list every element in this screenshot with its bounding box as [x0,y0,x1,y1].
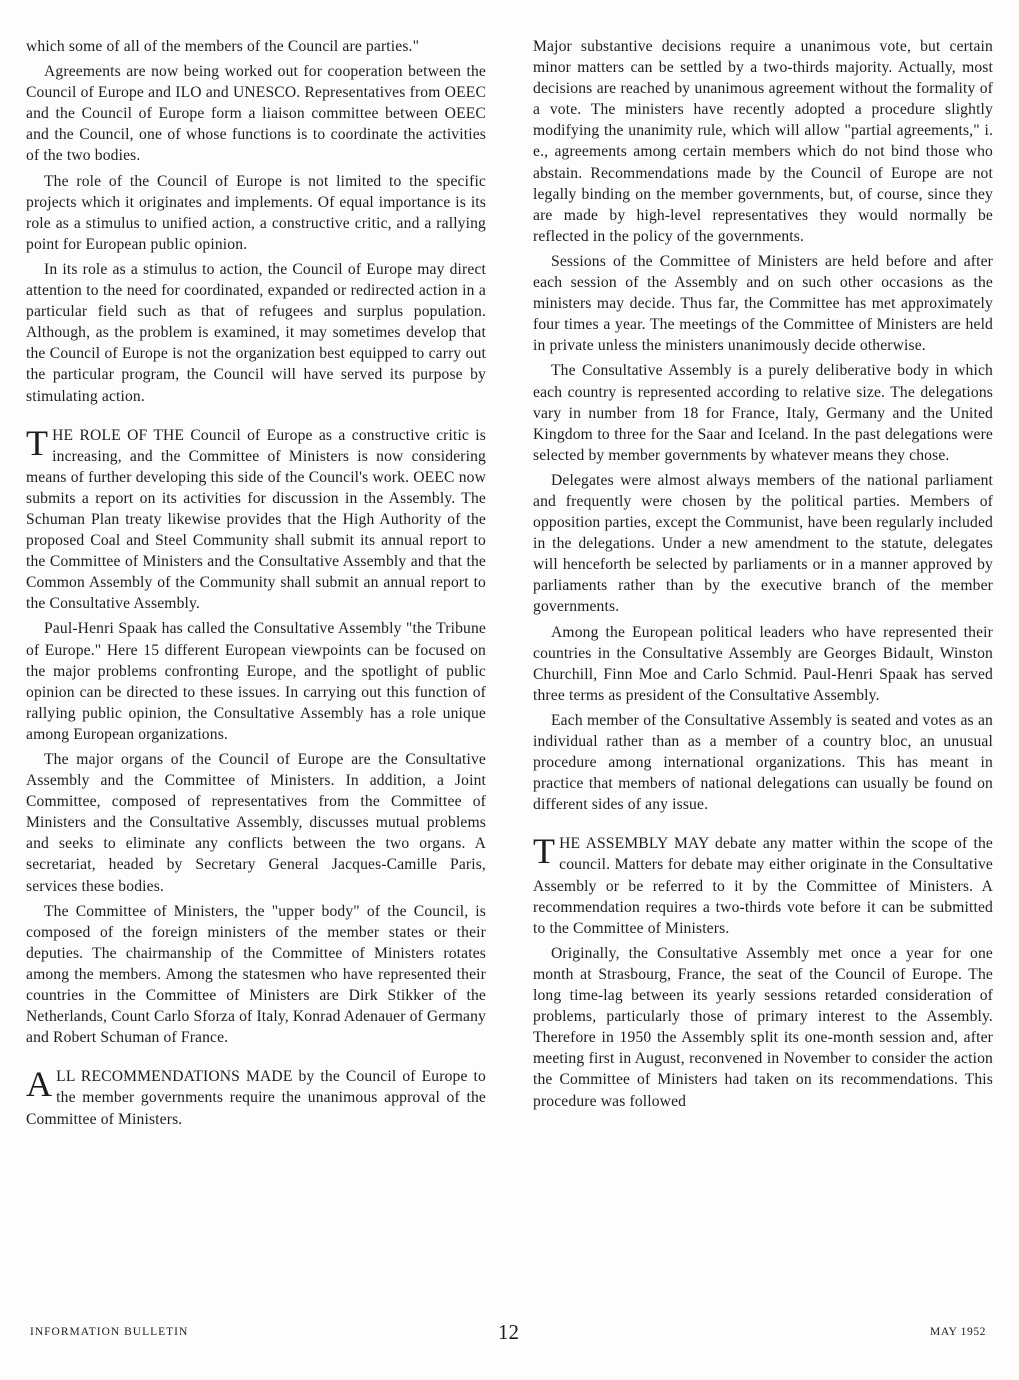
paragraph: Sessions of the Committee of Ministers are held before and after each session of the Assembly and on such other occasions as the ministers may decide. Thus far, the Committee has met approximately four times a year. The meetings of the Committee of Ministers are held in private unless the ministers unanimously decide otherwise. [533,252,993,355]
paragraph: Major substantive decisions require a unanimous vote, but certain minor matters can be settled by a two-thirds majority. Actually, most decisions are reached by unanimous agreement without the formality of a vote. The ministers have recently adopted a procedure slightly modifying the unanimity rule, which will allow "partial agreements," i. e., agreements among certain members which do not bind those who abstain. Recommendations made by the Council of Europe are not legally binding on the member governments, but, of course, since they are made by high-level representatives they would normally be reflected in the policy of the governments. [533,38,993,245]
issue-date: MAY 1952 [930,1326,987,1338]
paragraph: The role of the Council of Europe is not limited to the specific projects which it originates and implements. Of equal importance is its role as a stimulus to unified action, a constructive critic, and a rallying point for European public opinion. [26,172,486,253]
drop-cap: T [533,831,556,872]
section-text: HE ROLE OF THE Council of Europe as a constructive critic is increasing, and the Committee of Ministers is now considering means of further developing this side of the Council's work. OEEC now submits a report on its activities for discussion in the Assembly. The Schuman Plan treaty likewise provides that the High Authority of the proposed Coal and Steel Community shall submit its annual report to the Committee of Ministers and the Consultative Assembly and that the Common Assembly of the Community shall submit an annual report to the Consultative Assembly. [26,426,486,613]
section-paragraph [533,833,993,938]
drop-cap: T [26,422,49,463]
paragraph: Agreements are now being worked out for cooperation between the Council of Europe and ILO and UNESCO. Representatives from OEEC and the Council of Europe form a liaison committee between OEEC and the Council, one of whose functions is to coordinate the activities of the two bodies. [26,63,486,165]
left-column [26,36,486,1134]
page-number: 12 [498,1320,519,1344]
paragraph: The major organs of the Council of Europe are the Consultative Assembly and the Committee of Ministers. In addition, a Joint Committee, composed of representatives from the Committee of Ministers and the Consultative Assembly, discusses mutual problems and seeks to eliminate any conflicts between the two organs. A secretariat, headed by Secretary General Jacques-Camille Paris, services these bodies. [26,751,486,895]
paragraph: Paul-Henri Spaak has called the Consultative Assembly "the Tribune of Europe." Here 15 different European viewpoints can be focused on the major problems confronting Europe, and the spotlight of public opinion can be directed to these issues. In carrying out this function of rallying public opinion, the Consultative Assembly has a role unique among European organizations. [26,620,486,743]
paragraph: The Consultative Assembly is a purely deliberative body in which each country is represented according to relative size. The delegations vary in number from 18 for France, Italy, Germany and the United Kingdom to three for the Saar and Iceland. In the past delegations were selected by member governments by whatever means they chose. [533,362,993,464]
paragraph: The Committee of Ministers, the "upper body" of the Council, is composed of the foreign ministers of the member states or their deputies. The chairmanship of the Committee of Ministers rotates among the members. Among the statesmen who have represented their countries in the Committee of Ministers are Dirk Stikker of the Netherlands, Count Carlo Sforza of Italy, Konrad Adenauer of Germany and Robert Schuman of France. [26,902,486,1047]
section-paragraph [26,1066,486,1129]
paragraph: Each member of the Consultative Assembly is seated and votes as an individual rather than as a member of a country bloc, an unusual procedure among international organizations. This has meant in practice that members of national delegations can usually be found on different sides of any issue. [533,711,993,814]
section-text: LL RECOMMENDATIONS MADE by the Council of Europe to the member governments require the unanimous approval of the Committee of Ministers. [26,1068,486,1128]
drop-cap: A [26,1064,53,1105]
section-text: HE ASSEMBLY MAY debate any matter within the scope of the council. Matters for debate may either originate in the Consultative Assembly or be referred to it by the Committee of Ministers. A recommendation requires a two-thirds vote before it can be submitted to the Committee of Ministers. [533,835,993,937]
paragraph: Among the European political leaders who have represented their countries in the Consultative Assembly are Georges Bidault, Winston Churchill, Finn Moe and Carlo Schmid. Paul-Henri Spaak has served three terms as president of the Consultative Assembly. [533,623,993,704]
paragraph: In its role as a stimulus to action, the Council of Europe may direct attention to the need for coordinated, expanded or redirected action in a particular field such as that of refugees and surplus population. Although, as the problem is examined, it may sometimes develop that the Council of Europe is not the organization best equipped to carry out the particular program, the Council will have served its purpose by stimulating action. [26,260,486,405]
section-paragraph [26,422,486,615]
paragraph: which some of all of the members of the Council are parties." [26,38,420,55]
publication-name: INFORMATION BULLETIN [30,1326,189,1338]
right-column [533,36,993,1116]
page-footer [0,1320,1019,1356]
paragraph: Originally, the Consultative Assembly met once a year for one month at Strasbourg, France, the seat of the Council of Europe. The long time-lag between its yearly sessions retarded consideration of problems, particularly those of primary interest to the Assembly. Therefore in 1950 the Assembly split its one-month session and, after meeting first in August, reconvened in November to consider the action the Committee of Ministers had taken on its recommendations. This procedure was followed [533,944,993,1110]
paragraph: Delegates were almost always members of the national parliament and frequently were chosen by the political parties. Members of opposition parties, except the Communist, have been regularly included in the delegations. Under a new amendment to the statute, delegates will henceforth be selected by parliaments or in a manner approved by parliaments rather than by the executive branch of the member governments. [533,471,993,616]
